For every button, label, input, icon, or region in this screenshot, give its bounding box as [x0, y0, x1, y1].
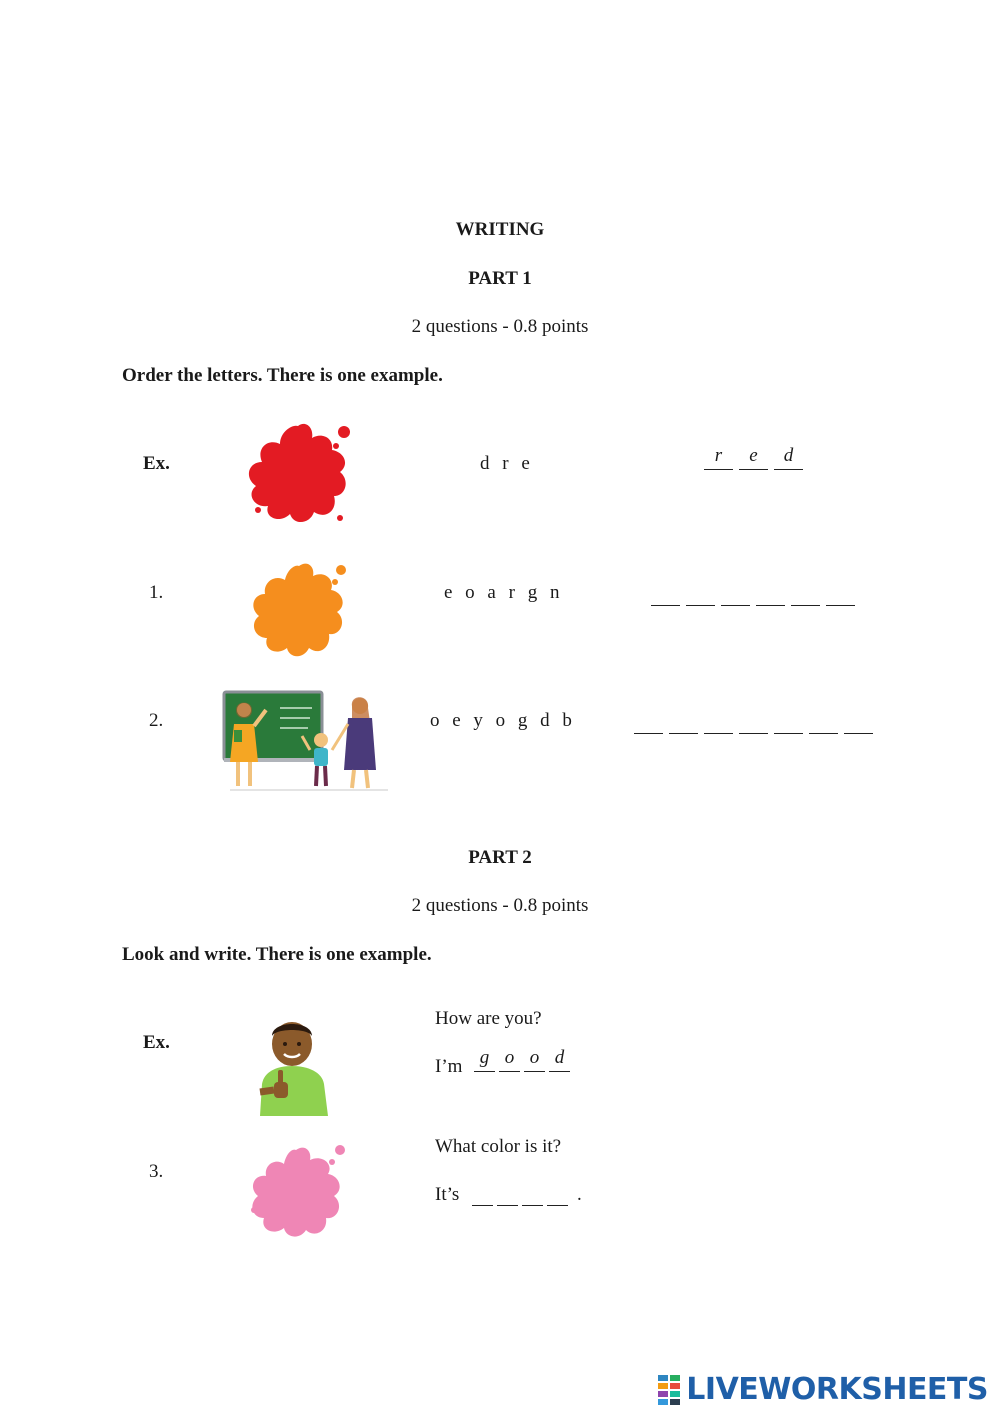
- answer-blank[interactable]: [472, 1181, 493, 1206]
- row-label: Ex.: [143, 453, 170, 474]
- row-label: 1.: [149, 582, 164, 603]
- answer-blank[interactable]: [686, 581, 715, 606]
- logo-brand-text: LIVEWORKSHEETS: [686, 1372, 988, 1407]
- part2-title: PART 2: [468, 847, 532, 868]
- liveworksheets-logo-icon: [658, 1375, 682, 1405]
- orange-paint-splash-image: [245, 558, 355, 663]
- answer-blank[interactable]: [809, 709, 838, 734]
- scrambled-letters: e o a r g n: [444, 582, 560, 603]
- answer-blanks: [704, 445, 803, 470]
- answer-blank: o: [524, 1047, 545, 1072]
- answer-blanks: [474, 1047, 570, 1072]
- answer-blank[interactable]: [522, 1181, 543, 1206]
- answer-blank[interactable]: [826, 581, 855, 606]
- answer-prefix: It’s: [435, 1184, 460, 1205]
- teacher-family-image: [220, 688, 392, 794]
- scrambled-letters: d r e: [480, 453, 530, 474]
- answer-blank: e: [739, 445, 768, 470]
- answer-blank: d: [549, 1047, 570, 1072]
- answer-blanks: [651, 581, 855, 606]
- answer-blank[interactable]: [669, 709, 698, 734]
- answer-blank[interactable]: [844, 709, 873, 734]
- row-label: 3.: [149, 1161, 164, 1182]
- answer-blank: g: [474, 1047, 495, 1072]
- answer-blank[interactable]: [774, 709, 803, 734]
- part2-subtitle: 2 questions - 0.8 points: [411, 895, 589, 916]
- page-heading: WRITING: [455, 219, 545, 240]
- answer-blank[interactable]: [497, 1181, 518, 1206]
- red-paint-splash-image: [240, 418, 360, 530]
- answer-blank: o: [499, 1047, 520, 1072]
- answer-blank[interactable]: [651, 581, 680, 606]
- answer-blank[interactable]: [756, 581, 785, 606]
- scrambled-letters: o e y o g d b: [430, 710, 572, 731]
- answer-blank[interactable]: [634, 709, 663, 734]
- question-text: What color is it?: [435, 1136, 562, 1157]
- row-label: Ex.: [143, 1032, 170, 1053]
- liveworksheets-logo: [658, 1372, 988, 1407]
- answer-blank[interactable]: [739, 709, 768, 734]
- thumbs-up-boy-image: [250, 1014, 334, 1116]
- answer-blank[interactable]: [721, 581, 750, 606]
- answer-prefix: I’m: [435, 1056, 463, 1077]
- answer-blank[interactable]: [791, 581, 820, 606]
- part1-instruction: Order the letters. There is one example.: [122, 365, 443, 386]
- part2-instruction: Look and write. There is one example.: [122, 944, 432, 965]
- part1-title: PART 1: [468, 268, 532, 289]
- answer-blank: r: [704, 445, 733, 470]
- pink-paint-splash-image: [246, 1140, 352, 1242]
- answer-blank: d: [774, 445, 803, 470]
- answer-blanks: [472, 1181, 568, 1206]
- question-text: How are you?: [435, 1008, 542, 1029]
- row-label: 2.: [149, 710, 164, 731]
- part1-subtitle: 2 questions - 0.8 points: [411, 316, 589, 337]
- answer-suffix: .: [577, 1184, 582, 1205]
- answer-blank[interactable]: [547, 1181, 568, 1206]
- answer-blank[interactable]: [704, 709, 733, 734]
- answer-blanks: [634, 709, 873, 734]
